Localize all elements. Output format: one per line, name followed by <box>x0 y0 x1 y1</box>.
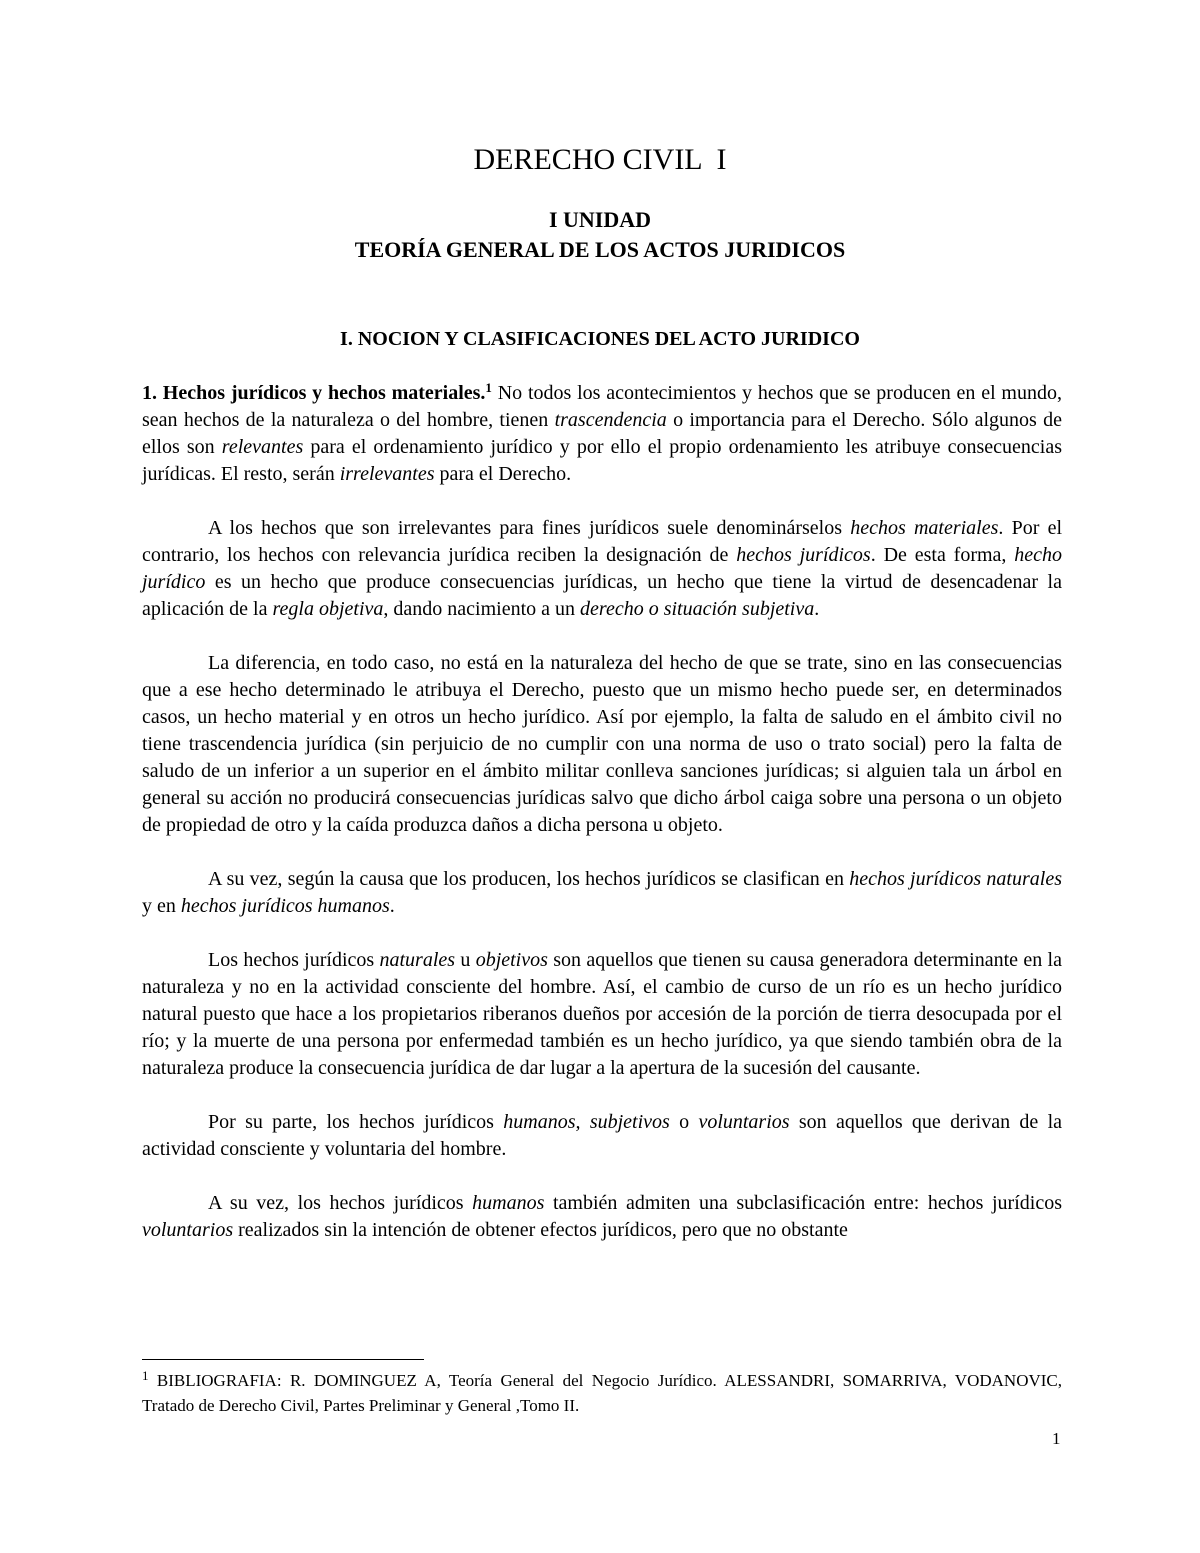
emphasis-text: relevantes <box>221 436 304 458</box>
emphasis-text: objetivos <box>475 949 548 971</box>
emphasis-text: hechos materiales <box>850 517 999 539</box>
emphasis-text: humanos <box>472 1192 545 1214</box>
paragraph-text: A su vez, los hechos jurídicos <box>208 1192 473 1214</box>
paragraph-4 <box>142 866 1062 920</box>
paragraph-text: son aquellos que derivan de la actividad consciente y voluntaria del hombre. <box>142 1111 1063 1160</box>
emphasis-text: hecho jurídico <box>142 544 1063 593</box>
paragraph-text: también admiten una subclasificación entre: hechos jurídicos <box>544 1192 1062 1214</box>
emphasis-text: derecho o situación subjetiva <box>580 598 815 620</box>
paragraph-3: La diferencia, en todo caso, no está en la naturaleza del hecho de que se trate, sino en las consecuencias que a ese hecho determinado le atribuya el Derecho, puesto que un mismo hecho puede ser, en determinados casos, un hecho material y en otros un hecho jurídico. Así por ejemplo, la falta de saludo en el ámbito civil no tiene trascendencia jurídica (sin perjuicio de no cumplir con una norma de uso o trato social) pero la falta de saludo de un inferior a un superior en el ámbito militar conlleva sanciones jurídicas; si alguien tala un árbol en general su acción no producirá consecuencias jurídicas salvo que dicho árbol caiga sobre una persona o un objeto de propiedad de otro y la caída produzca daños a dicha persona u objeto. <box>142 652 1062 836</box>
paragraph-text: para el ordenamiento jurídico y por ello el propio ordenamiento les atribuye consecuencias jurídicas. El resto, serán <box>142 436 1063 485</box>
document-title: DERECHO CIVIL I <box>473 143 727 176</box>
paragraph-text: A su vez, según la causa que los producen, los hechos jurídicos se clasifican en <box>208 868 850 890</box>
emphasis-text: hechos jurídicos humanos <box>180 895 390 917</box>
paragraph-text: o importancia para el Derecho. Sólo algunos de ellos son <box>142 409 1063 458</box>
paragraph-text: u <box>455 949 476 971</box>
paragraph-text: Por su parte, los hechos jurídicos <box>208 1111 504 1133</box>
paragraph-text: y en <box>142 895 181 917</box>
section-title: I. NOCION Y CLASIFICACIONES DEL ACTO JURIDICO <box>340 328 860 350</box>
emphasis-text: voluntarios <box>142 1219 234 1241</box>
paragraph-7 <box>142 1190 1062 1244</box>
footnote-marker: 1 <box>142 1368 149 1383</box>
unit-subtitle: TEORÍA GENERAL DE LOS ACTOS JURIDICOS <box>354 237 846 262</box>
paragraph-text: o <box>669 1111 699 1133</box>
paragraph-text: es un hecho que produce consecuencias jurídicas, un hecho que tiene la virtud de desencadenar la aplicación de la <box>142 571 1062 620</box>
paragraph-6 <box>142 1109 1062 1163</box>
unit-label: I UNIDAD <box>548 207 652 232</box>
footnote-text: BIBLIOGRAFIA: R. DOMINGUEZ A, Teoría General del Negocio Jurídico. ALESSANDRI, SOMARRIVA, VODANOVIC, Tratado de Derecho Civil, Partes Preliminar y General ,Tomo II. <box>142 1371 1062 1415</box>
paragraph-2 <box>142 515 1062 623</box>
paragraph-text: para el Derecho. <box>434 463 572 485</box>
paragraph-text: . <box>814 598 820 620</box>
footnote-reference: 1 <box>485 380 492 395</box>
body-text <box>142 380 1062 1244</box>
emphasis-text: hechos jurídicos <box>736 544 871 566</box>
paragraph-text: . De esta forma, <box>870 544 1015 566</box>
paragraph-heading: 1. Hechos jurídicos y hechos materiales. <box>142 382 486 404</box>
paragraph-text: A los hechos que son irrelevantes para fines jurídicos suele denominárselos <box>208 517 851 539</box>
page-number: 1 <box>1052 1429 1061 1448</box>
paragraph-text: realizados sin la intención de obtener efectos jurídicos, pero que no obstante <box>233 1219 848 1241</box>
emphasis-text: regla objetiva <box>272 598 384 620</box>
emphasis-text: naturales <box>379 949 456 971</box>
paragraph-text: . <box>389 895 395 917</box>
paragraph-text: . Por el contrario, los hechos con relevancia jurídica reciben la designación de <box>142 517 1062 566</box>
paragraph-text: Los hechos jurídicos <box>208 949 380 971</box>
footnote <box>142 1368 1062 1418</box>
footnote-separator <box>142 1359 424 1360</box>
paragraph-text: No todos los acontecimientos y hechos que se producen en el mundo, sean hechos de la naturaleza o del hombre, tienen <box>142 382 1062 431</box>
emphasis-text: irrelevantes <box>339 463 435 485</box>
emphasis-text: voluntarios <box>698 1111 790 1133</box>
paragraph-1 <box>142 380 1062 488</box>
paragraph-text: , dando nacimiento a un <box>383 598 581 620</box>
emphasis-text: trascendencia <box>554 409 667 431</box>
paragraph-5 <box>142 947 1062 1082</box>
paragraph-text: son aquellos que tienen su causa generadora determinante en la naturaleza y no en la actividad consciente del hombre. Así, el cambio de curso de un río es un hecho jurídico natural puesto que hace a los propietarios riberanos dueños por accesión de la porción de tierra desocupada por el río; y la muerte de una persona por enfermedad también es un hecho jurídico, ya que siendo también obra de la naturaleza produce la consecuencia jurídica de dar lugar a la apertura de la sucesión del causante. <box>142 949 1062 1079</box>
emphasis-text: hechos jurídicos naturales <box>849 868 1062 890</box>
unit-heading <box>0 205 1200 265</box>
emphasis-text: humanos, subjetivos <box>503 1111 670 1133</box>
